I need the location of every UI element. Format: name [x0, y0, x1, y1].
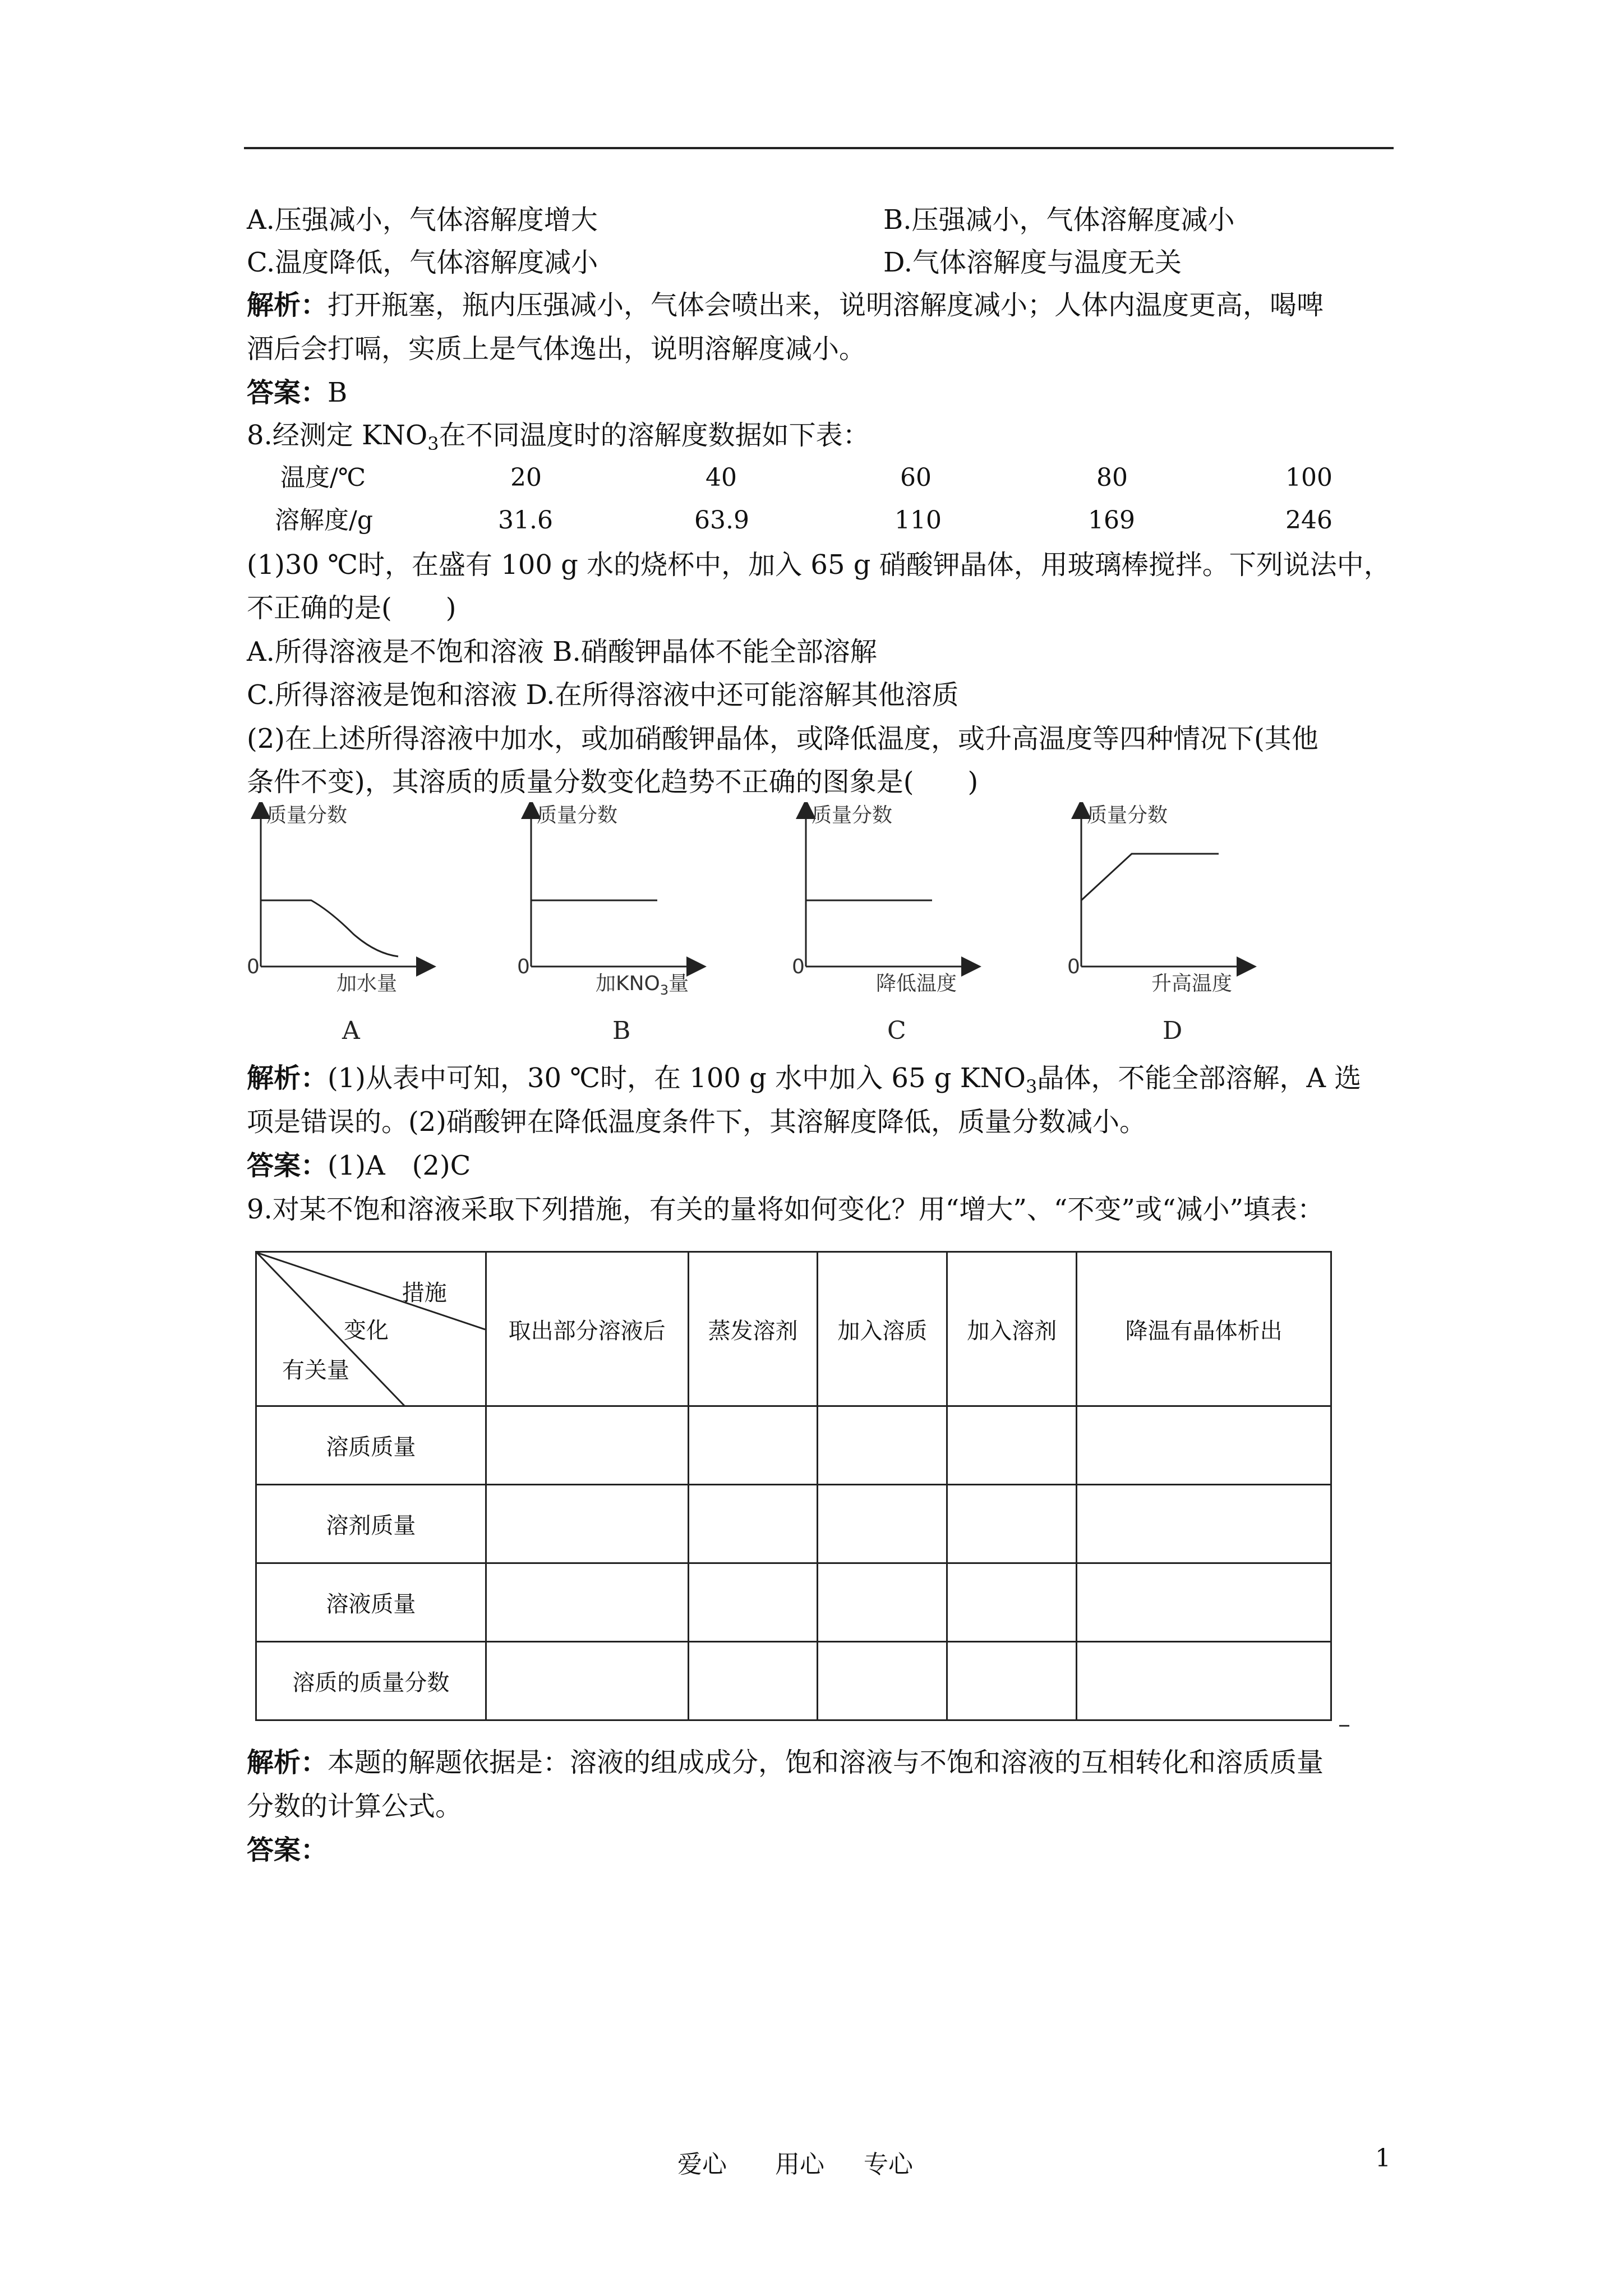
q9-table	[255, 1251, 1332, 1721]
q9-analysis-line1	[247, 1745, 1324, 1780]
graph-a-y-label: 质量分数	[266, 804, 348, 827]
page-number: 1	[1375, 2144, 1391, 2173]
blank-cell[interactable]	[688, 1642, 818, 1720]
q8-stem-pre: 8.经测定 KNO	[247, 420, 428, 451]
q9-stem: 9.对某不饱和溶液采取下列措施，有关的量将如何变化？用“增大”、“不变”或“减小”填表：	[247, 1194, 1325, 1225]
q7-answer-value: B	[328, 377, 348, 408]
col-header: 取出部分溶液后	[486, 1252, 688, 1406]
q8-p1-options-ab: A.所得溶液是不饱和溶液 B.硝酸钾晶体不能全部溶解	[247, 636, 877, 668]
q8-p2-line2: 条件不变)，其溶质的质量分数变化趋势不正确的图象是( )	[247, 766, 979, 798]
footer-text-c: 专心	[864, 2150, 913, 2179]
q8-p1-line1: (1)30 ℃时，在盛有 100 g 水的烧杯中，加入 65 g 硝酸钾晶体，用玻璃棒搅拌。下列说法中，	[247, 549, 1391, 581]
kt-temp-cell: 20	[510, 463, 542, 492]
analysis-label: 解析：	[247, 1062, 328, 1094]
graph-a-letter: A	[342, 1016, 360, 1045]
row-header: 溶质质量	[256, 1406, 486, 1485]
row-header: 溶质的质量分数	[256, 1642, 486, 1720]
q9-answer-label: 答案：	[247, 1834, 328, 1866]
blank-cell[interactable]	[818, 1563, 947, 1642]
graph-d	[1067, 804, 1247, 1045]
q7-option-c: C.温度降低，气体溶解度减小	[247, 247, 598, 278]
blank-cell[interactable]	[1077, 1642, 1331, 1720]
q7-option-b: B.压强减小，气体溶解度减小	[883, 204, 1235, 236]
analysis-label: 解析：	[247, 1747, 328, 1778]
blank-cell[interactable]	[947, 1642, 1077, 1720]
analysis-label: 解析：	[247, 289, 328, 321]
graph-b-origin: 0	[517, 955, 530, 978]
kt-temp-label: 温度/℃	[280, 463, 366, 492]
row-header: 溶液质量	[256, 1563, 486, 1642]
graph-a-x-label: 加水量	[336, 972, 398, 995]
blank-cell[interactable]	[486, 1642, 688, 1720]
blank-cell[interactable]	[947, 1563, 1077, 1642]
table-row	[256, 1563, 1331, 1642]
q7-analysis-text: 打开瓶塞，瓶内压强减小，气体会喷出来，说明溶解度减小；人体内温度更高，喝啤	[328, 289, 1324, 321]
blank-cell[interactable]	[1077, 1563, 1331, 1642]
table-end-mark	[1339, 1725, 1349, 1727]
q8-analysis-sub: 3	[1025, 1076, 1038, 1097]
blank-cell[interactable]	[1077, 1485, 1331, 1563]
diag-label-top: 措施	[402, 1280, 447, 1306]
graph-b-x-label	[596, 972, 689, 998]
blank-cell[interactable]	[947, 1485, 1077, 1563]
kt-sol-cell: 31.6	[498, 506, 553, 535]
header-rule	[244, 147, 1394, 149]
graph-d-y-label: 质量分数	[1087, 804, 1168, 827]
graph-a-origin: 0	[247, 955, 260, 978]
kt-sol-cell: 246	[1285, 506, 1332, 535]
graph-d-curve	[1081, 854, 1219, 900]
footer-text-b: 用心	[775, 2150, 824, 2179]
kt-temp-cell: 40	[706, 463, 737, 492]
blank-cell[interactable]	[818, 1406, 947, 1485]
graph-b-x-sub: 3	[660, 982, 669, 998]
q8-graphs	[241, 802, 1324, 1055]
diag-label-bottom: 有关量	[282, 1358, 349, 1383]
graph-b-letter: B	[612, 1016, 631, 1045]
q7-option-d: D.气体溶解度与温度无关	[883, 247, 1182, 278]
kt-sol-cell: 63.9	[694, 506, 749, 535]
q8-analysis-post: 晶体，不能全部溶解，A 选	[1037, 1062, 1362, 1094]
blank-cell[interactable]	[486, 1563, 688, 1642]
q7-analysis-line2: 酒后会打嗝，实质上是气体逸出，说明溶解度减小。	[247, 333, 866, 365]
q8-analysis-line2: 项是错误的。(2)硝酸钾在降低温度条件下，其溶解度降低，质量分数减小。	[247, 1106, 1146, 1138]
graph-d-x-label: 升高温度	[1151, 972, 1233, 995]
diagonal-header-cell	[256, 1252, 486, 1406]
graph-b-x-post: 量	[668, 972, 689, 995]
graph-c-y-label: 质量分数	[811, 804, 893, 827]
answer-label: 答案：	[247, 377, 328, 408]
graph-a	[247, 804, 426, 1045]
q8-p1-line2: 不正确的是( )	[247, 592, 457, 624]
q9-analysis-text: 本题的解题依据是：溶液的组成成分，饱和溶液与不饱和溶液的互相转化和溶质质量	[328, 1747, 1324, 1778]
graph-c	[792, 804, 971, 1045]
col-header: 加入溶剂	[947, 1252, 1077, 1406]
table-row	[256, 1406, 1331, 1485]
col-header: 降温有晶体析出	[1077, 1252, 1331, 1406]
q8-analysis-pre: (1)从表中可知，30 ℃时，在 100 g 水中加入 65 g KNO	[328, 1062, 1026, 1094]
q9-analysis-line2: 分数的计算公式。	[247, 1791, 463, 1822]
kt-temp-cell: 100	[1285, 463, 1332, 492]
graph-c-letter: C	[887, 1016, 906, 1045]
blank-cell[interactable]	[486, 1406, 688, 1485]
kt-temp-cell: 80	[1096, 463, 1128, 492]
answer-label: 答案：	[247, 1150, 328, 1181]
graph-d-origin: 0	[1067, 955, 1080, 978]
q8-stem	[247, 417, 870, 462]
table-row	[256, 1642, 1331, 1720]
q8-answer	[247, 1148, 471, 1184]
footer-text-a: 爱心	[677, 2150, 727, 2179]
q8-stem-sub: 3	[427, 433, 439, 454]
col-header: 蒸发溶剂	[688, 1252, 818, 1406]
col-header: 加入溶质	[818, 1252, 947, 1406]
q8-stem-post: 在不同温度时的溶解度数据如下表：	[439, 420, 870, 451]
blank-cell[interactable]	[818, 1642, 947, 1720]
q8-p1-options-cd: C.所得溶液是饱和溶液 D.在所得溶液中还可能溶解其他溶质	[247, 679, 959, 711]
q7-analysis-line1	[247, 287, 1324, 323]
q8-analysis-line1	[247, 1060, 1361, 1105]
row-header: 溶剂质量	[256, 1485, 486, 1563]
q7-option-a: A.压强减小，气体溶解度增大	[247, 204, 598, 236]
table-row	[256, 1485, 1331, 1563]
kt-temp-cell: 60	[900, 463, 932, 492]
blank-cell[interactable]	[486, 1485, 688, 1563]
kt-sol-cell: 110	[895, 506, 942, 535]
graph-c-x-label: 降低温度	[876, 972, 957, 995]
graph-b-x-pre: 加KNO	[596, 972, 660, 995]
graph-a-curve	[261, 900, 398, 956]
graph-b-y-label: 质量分数	[537, 804, 618, 827]
q8-answer-value: (1)A (2)C	[328, 1150, 471, 1181]
blank-cell[interactable]	[1077, 1406, 1331, 1485]
blank-cell[interactable]	[688, 1563, 818, 1642]
graph-d-letter: D	[1163, 1016, 1183, 1045]
graph-c-origin: 0	[792, 955, 805, 978]
graph-b	[517, 804, 697, 1045]
kt-sol-label: 溶解度/g	[275, 506, 373, 535]
q9-table-header-row	[256, 1252, 1331, 1406]
blank-cell[interactable]	[688, 1406, 818, 1485]
q8-p2-line1: (2)在上述所得溶液中加水，或加硝酸钾晶体，或降低温度，或升高温度等四种情况下(其他	[247, 723, 1318, 754]
kt-sol-cell: 169	[1088, 506, 1135, 535]
blank-cell[interactable]	[818, 1485, 947, 1563]
blank-cell[interactable]	[947, 1406, 1077, 1485]
diag-label-mid: 变化	[344, 1318, 389, 1343]
blank-cell[interactable]	[688, 1485, 818, 1563]
q7-answer	[247, 375, 347, 411]
